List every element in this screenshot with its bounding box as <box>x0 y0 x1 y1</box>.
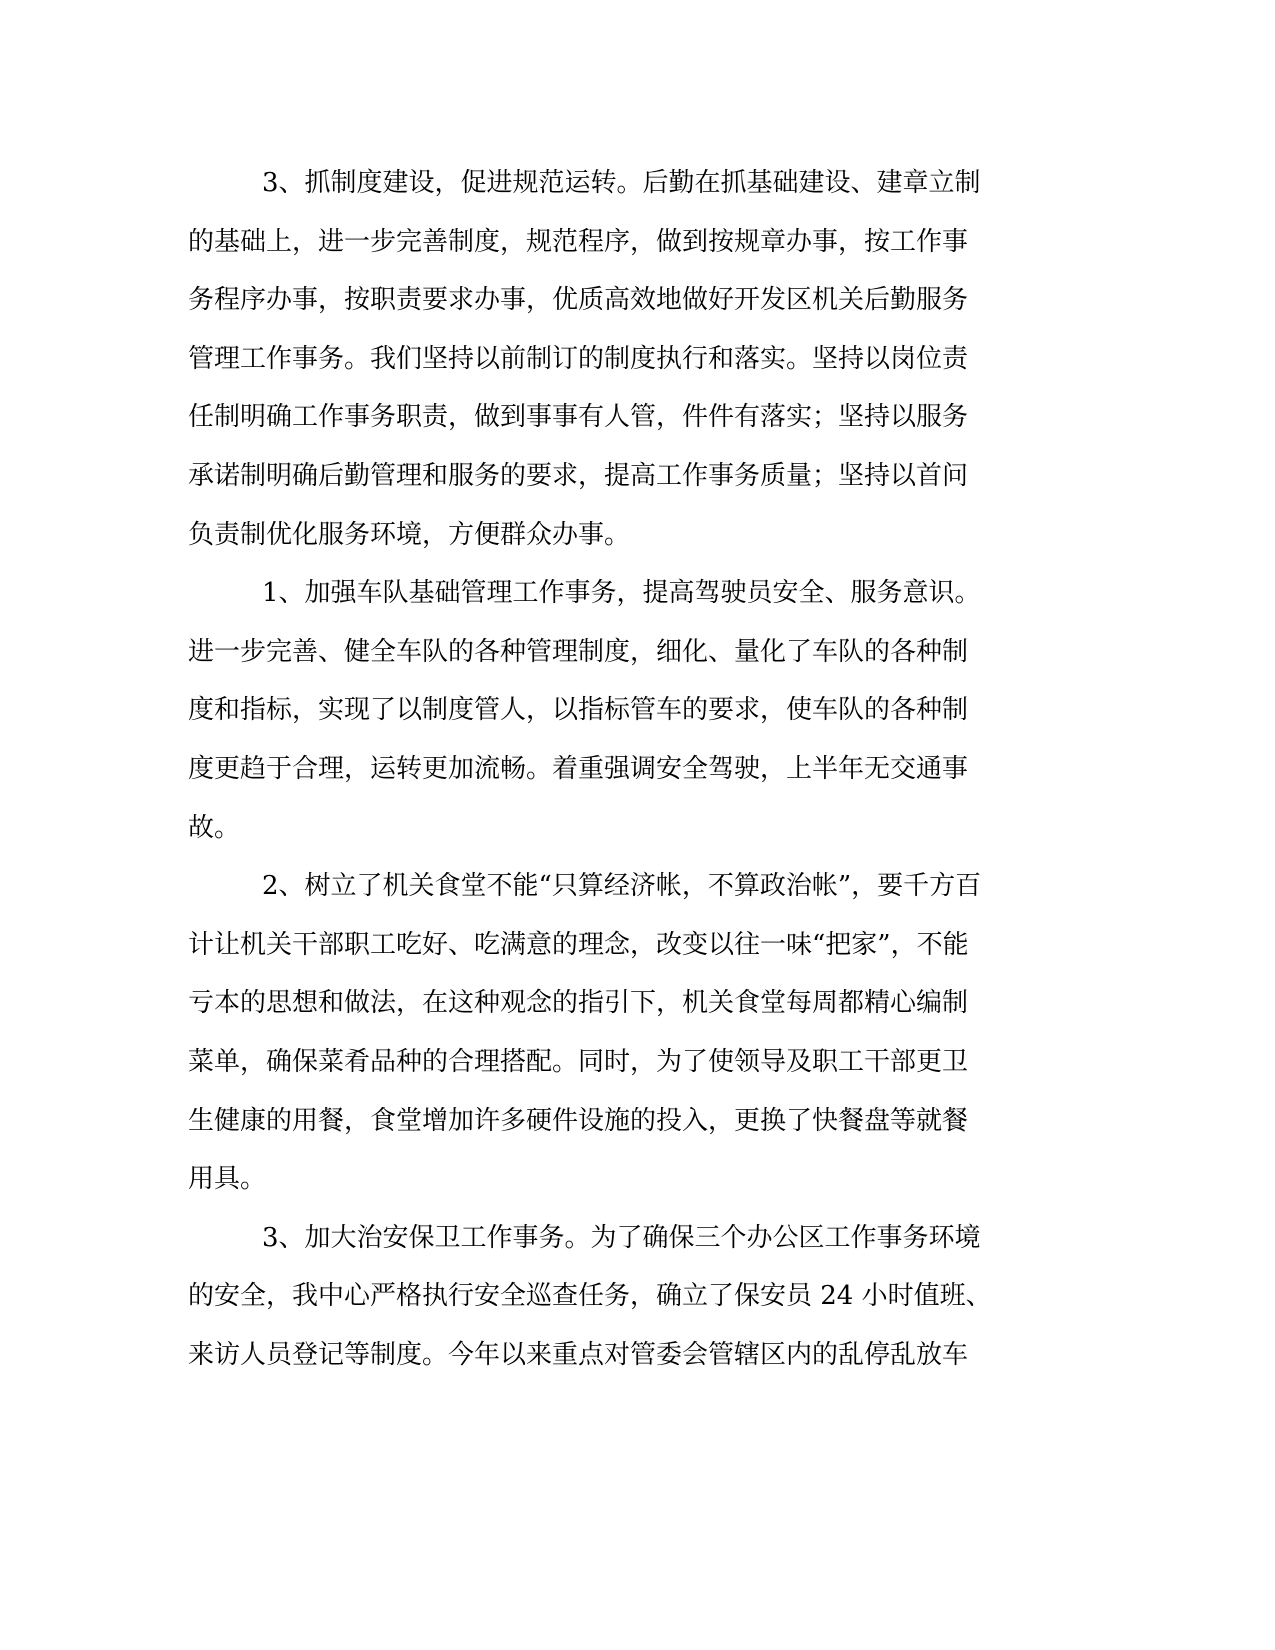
text-line: 进一步完善、健全车队的各种管理制度，细化、量化了车队的各种制 <box>188 637 969 667</box>
text-line: 2、树立了机关食堂不能“只算经济帐，不算政治帐”，要千方百 <box>262 871 982 901</box>
text-line: 度和指标，实现了以制度管人，以指标管车的要求，使车队的各种制 <box>188 695 969 725</box>
text-line: 故。 <box>188 813 241 843</box>
text-line: 1、加强车队基础管理工作事务，提高驾驶员安全、服务意识。 <box>262 578 981 608</box>
text-line: 菜单，确保菜肴品种的合理搭配。同时，为了使领导及职工干部更卫 <box>188 1047 969 1077</box>
text-line: 的安全，我中心严格执行安全巡查任务，确立了保安员 24 小时值班、 <box>188 1281 992 1311</box>
text-line: 计让机关干部职工吃好、吃满意的理念，改变以往一味“把家”，不能 <box>188 930 969 960</box>
text-line: 任制明确工作事务职责，做到事事有人管，件件有落实；坚持以服务 <box>188 402 969 432</box>
text-line: 负责制优化服务环境，方便群众办事。 <box>188 520 631 550</box>
text-line: 管理工作事务。我们坚持以前制订的制度执行和落实。坚持以岗位责 <box>188 344 969 374</box>
text-line: 度更趋于合理，运转更加流畅。着重强调安全驾驶，上半年无交通事 <box>188 754 969 784</box>
text-line: 生健康的用餐，食堂增加许多硬件设施的投入，更换了快餐盘等就餐 <box>188 1106 969 1136</box>
text-line: 亏本的思想和做法，在这种观念的指引下，机关食堂每周都精心编制 <box>188 988 969 1018</box>
text-line: 的基础上，进一步完善制度，规范程序，做到按规章办事，按工作事 <box>188 227 969 257</box>
text-line: 3、加大治安保卫工作事务。为了确保三个办公区工作事务环境 <box>262 1223 981 1253</box>
text-line: 用具。 <box>188 1164 267 1194</box>
text-line: 承诺制明确后勤管理和服务的要求，提高工作事务质量；坚持以首问 <box>188 461 969 491</box>
text-line: 来访人员登记等制度。今年以来重点对管委会管辖区内的乱停乱放车 <box>188 1340 969 1370</box>
text-line: 3、抓制度建设，促进规范运转。后勤在抓基础建设、建章立制 <box>262 168 981 198</box>
text-line: 务程序办事，按职责要求办事，优质高效地做好开发区机关后勤服务 <box>188 285 969 315</box>
